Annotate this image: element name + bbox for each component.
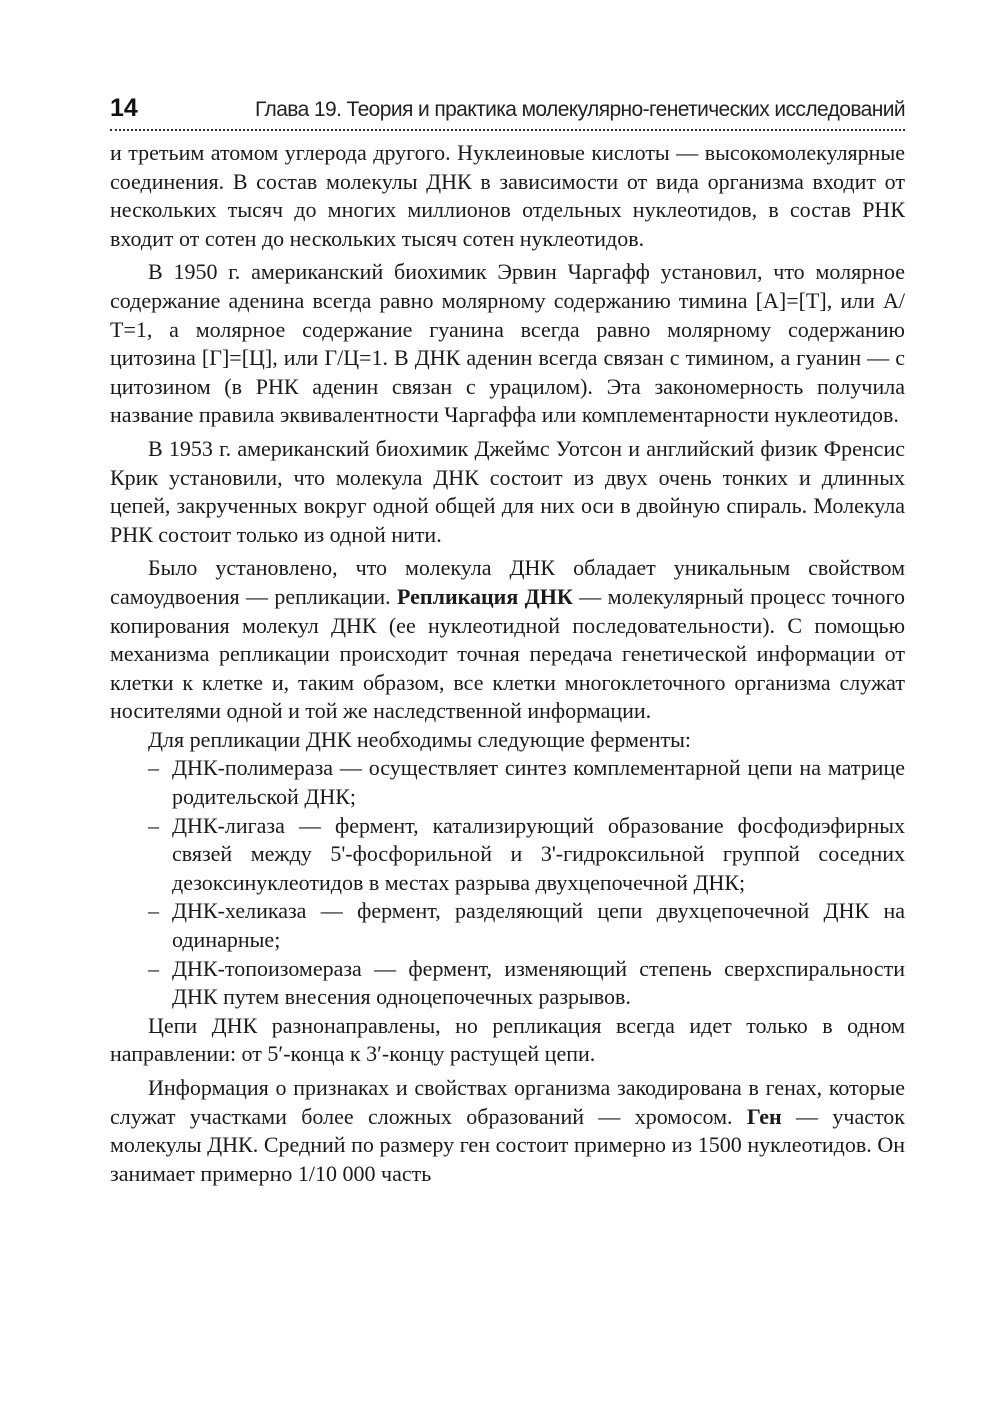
- body-text: [110, 139, 905, 1188]
- list-item: [110, 812, 905, 898]
- paragraph-replication: [110, 554, 905, 726]
- gene-text-start: Информация о признаках и свойствах организма закодирована в генах, которые служат участками более сложных образований — хромосом.: [110, 1075, 905, 1129]
- page-header: [110, 94, 905, 131]
- paragraph-enzymes-intro: Для репликации ДНК необходимы следующие ферменты:: [148, 726, 691, 752]
- term-replication: Репликация ДНК: [397, 583, 573, 609]
- list-dash: –: [148, 755, 159, 781]
- list-item: [110, 955, 905, 1012]
- paragraph-continuation: и третьим атомом углерода другого. Нуклеиновые кислоты — высокомолекулярные соединения. В состав молекулы ДНК в зависимости от вида организма входит от нескольких тысяч до многих миллионов отдельных нуклеотидов, в состав РНК входит от сотен до нескольких тысяч сотен нуклеотидов.: [110, 140, 905, 251]
- replication-text-start: Было установлено, что молекула ДНК обладает уникальным свойством самоудвоения — репликации.: [110, 555, 905, 609]
- paragraph-gene: [110, 1074, 905, 1188]
- paragraph-direction: Цепи ДНК разнонаправлены, но репликация всегда идет только в одном направлении: от 5′-конца к 3′-концу растущей цепи.: [110, 1012, 905, 1067]
- list-item: [110, 897, 905, 954]
- enzyme-text: ДНК-лигаза — фермент, катализирующий образование фосфодиэфирных связей между 5'-фосфорильной и 3'-гидроксильной группой соседних дезоксинуклеотидов в местах разрыва двухцепочечной ДНК;: [172, 812, 905, 895]
- list-dash: –: [148, 812, 159, 838]
- running-title: Глава 19. Теория и практика молекулярно-генетических исследований: [254, 98, 905, 121]
- enzyme-text: ДНК-хеликаза — фермент, разделяющий цепи двухцепочечной ДНК на одинарные;: [172, 898, 905, 953]
- paragraph-watson-crick: В 1953 г. американский биохимик Джеймс Уотсон и английский физик Френсис Крик установили, что молекула ДНК состоит из двух очень тонких и длинных цепей, закрученных вокруг одной общей для них оси в двойную спираль. Молекула РНК состоит только из одной нити.: [110, 435, 905, 547]
- gene-text-rest: — участок молекулы ДНК. Средний по размеру ген состоит примерно из 1500 нуклеотидов. Он занимает примерно 1/10 000 часть: [110, 1103, 906, 1186]
- enzyme-text: ДНК-топоизомераза — фермент, изменяющий степень сверхспиральности ДНК путем внесения одноцепочечных разрывов.: [172, 955, 905, 1010]
- list-dash: –: [148, 955, 159, 981]
- enzyme-list: [110, 754, 905, 1011]
- list-dash: –: [148, 898, 159, 924]
- book-page: [110, 94, 905, 1188]
- term-gene: Ген: [746, 1103, 782, 1129]
- replication-text-rest: — молекулярный процесс точного копирования молекул ДНК (ее нуклеотидной последовательности). С помощью механизма репликации происходит точная передача генетической информации от клетки к клетке и, таким образом, все клетки многоклеточного организма служат носителями одной и той же наследственной информации.: [110, 583, 906, 724]
- page-number: 14: [110, 94, 138, 122]
- enzyme-text: ДНК-полимераза — осуществляет синтез комплементарной цепи на матрице родительской ДНК;: [172, 755, 905, 810]
- list-item: [110, 754, 905, 811]
- paragraph-chargaff: В 1950 г. американский биохимик Эрвин Чаргафф установил, что молярное содержание аденина всегда равно молярному содержанию тимина [А]=[Т], или А/Т=1, а молярное содержание гуанина всегда равно молярному содержанию цитозина [Г]=[Ц], или Г/Ц=1. В ДНК аденин всегда связан с тимином, а гуанин — с цитозином (в РНК аденин связан с урацилом). Эта закономерность получила название правила эквивалентности Чаргаффа или комплементарности нуклеотидов.: [110, 259, 905, 428]
